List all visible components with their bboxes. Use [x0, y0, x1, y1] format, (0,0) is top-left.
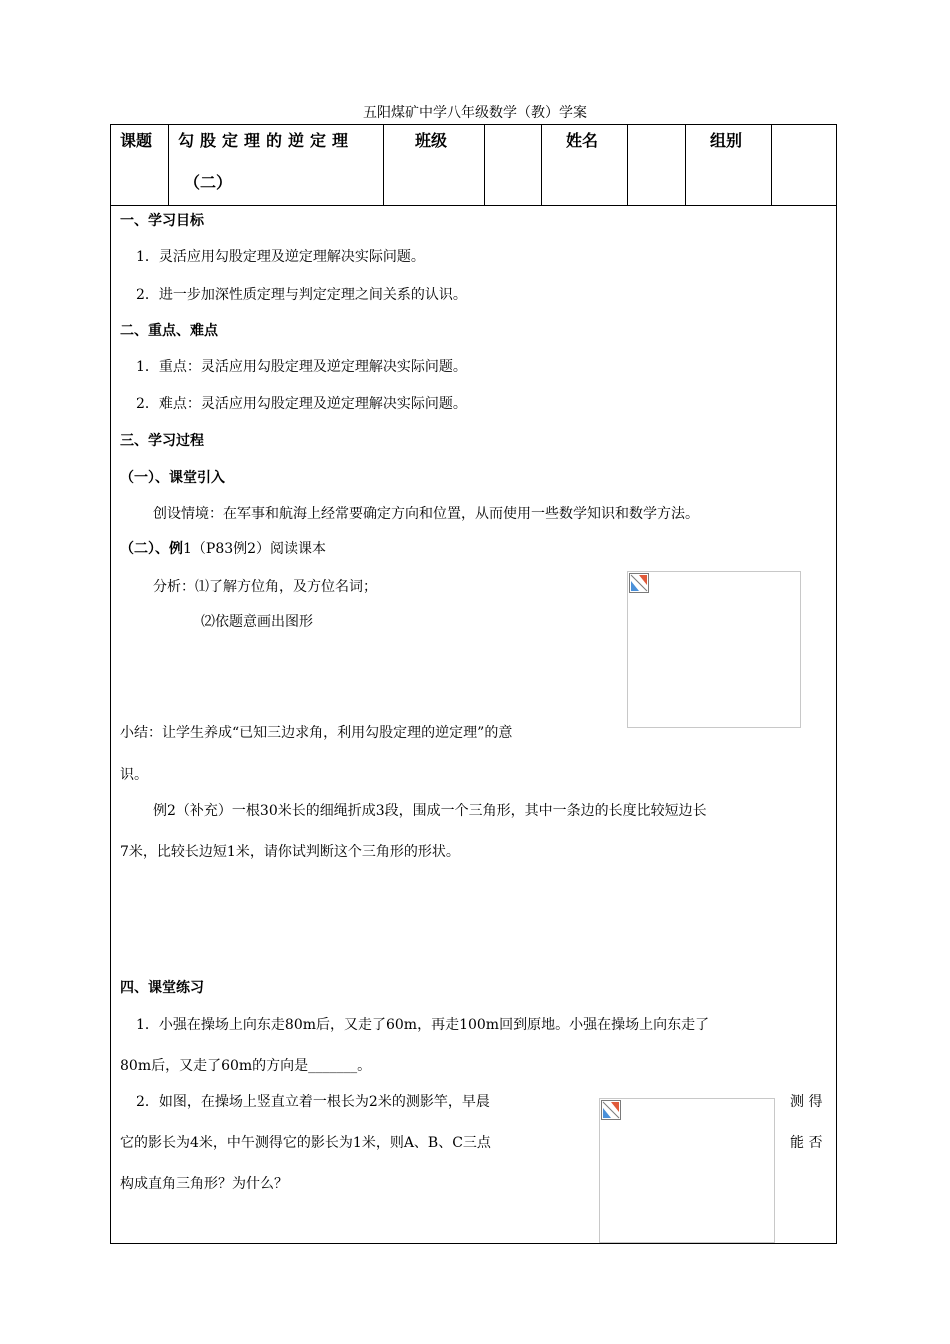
- col-divider: [541, 124, 542, 206]
- name-field[interactable]: [629, 126, 683, 204]
- practice-q1-line: 1．小强在操场上向东走80m后，又走了60m，再走100m回到原地。小强在操场上向东走了: [136, 1017, 710, 1033]
- class-label: 班级: [415, 131, 448, 150]
- col-divider: [685, 124, 686, 206]
- intro-text: 创设情境：在军事和航海上经常要确定方向和位置，从而使用一些数学知识和数学方法。: [153, 506, 699, 522]
- example1-heading-text: 1（P83例2）阅读课本: [183, 541, 327, 557]
- goals-heading: 一、学习目标: [120, 213, 204, 229]
- keypoints-heading: 二、重点、难点: [120, 323, 218, 339]
- example2-line: 例2（补充）一根30米长的细绳折成3段，围成一个三角形，其中一条边的长度比较短边长: [153, 803, 707, 819]
- summary-line: 小结：让学生养成“已知三边求角，利用勾股定理的逆定理”的意: [120, 725, 513, 741]
- example1-heading-prefix: （二）、例: [120, 541, 183, 557]
- goal-item: 2．进一步加深性质定理与判定定理之间关系的认识。: [136, 287, 467, 303]
- practice-q2-line: 它的影长为4米，中午测得它的影长为1米，则A、B、C三点: [120, 1135, 491, 1151]
- analysis-line: ⑵依题意画出图形: [201, 614, 313, 630]
- group-field[interactable]: [773, 126, 835, 204]
- topic-subtitle: （二）: [184, 173, 233, 192]
- practice-q2-side: 测 得: [790, 1094, 823, 1110]
- col-divider: [168, 124, 169, 206]
- broken-image-icon: [601, 1100, 621, 1120]
- example1-heading: [120, 538, 326, 558]
- name-label: 姓名: [566, 131, 599, 150]
- group-label: 组别: [710, 131, 743, 150]
- keypoint-item: 2．难点：灵活应用勾股定理及逆定理解决实际问题。: [136, 396, 467, 412]
- keypoint-item: 1．重点：灵活应用勾股定理及逆定理解决实际问题。: [136, 359, 467, 375]
- practice-q1-line: 80m后，又走了60m的方向是_______。: [120, 1058, 372, 1074]
- header-row-divider: [110, 205, 837, 206]
- class-field[interactable]: [486, 126, 539, 204]
- broken-image-icon: [629, 573, 649, 593]
- intro-heading: （一）、课堂引入: [120, 470, 225, 486]
- practice-q2-side: 能 否: [790, 1135, 823, 1151]
- practice-q2-line: 构成直角三角形？为什么？: [120, 1176, 288, 1192]
- practice-q2-line: 2．如图，在操场上竖直立着一根长为2米的测影竿，早晨: [136, 1094, 490, 1110]
- summary-line: 识。: [120, 767, 148, 783]
- goal-item: 1．灵活应用勾股定理及逆定理解决实际问题。: [136, 249, 425, 265]
- page-title: 五阳煤矿中学八年级数学（教）学案: [363, 105, 587, 121]
- col-divider: [627, 124, 628, 206]
- analysis-line: 分析：⑴了解方位角，及方位名词；: [153, 579, 377, 595]
- topic-label: 课题: [120, 131, 153, 150]
- process-heading: 三、学习过程: [120, 433, 204, 449]
- topic-title: 勾股定理的逆定理: [178, 131, 355, 150]
- example1-figure: [627, 571, 801, 728]
- col-divider: [771, 124, 772, 206]
- col-divider: [484, 124, 485, 206]
- example2-line: 7米，比较长边短1米，请你试判断这个三角形的形状。: [120, 844, 460, 860]
- practice-heading: 四、课堂练习: [120, 980, 204, 996]
- practice-figure: [599, 1098, 775, 1243]
- col-divider: [383, 124, 384, 206]
